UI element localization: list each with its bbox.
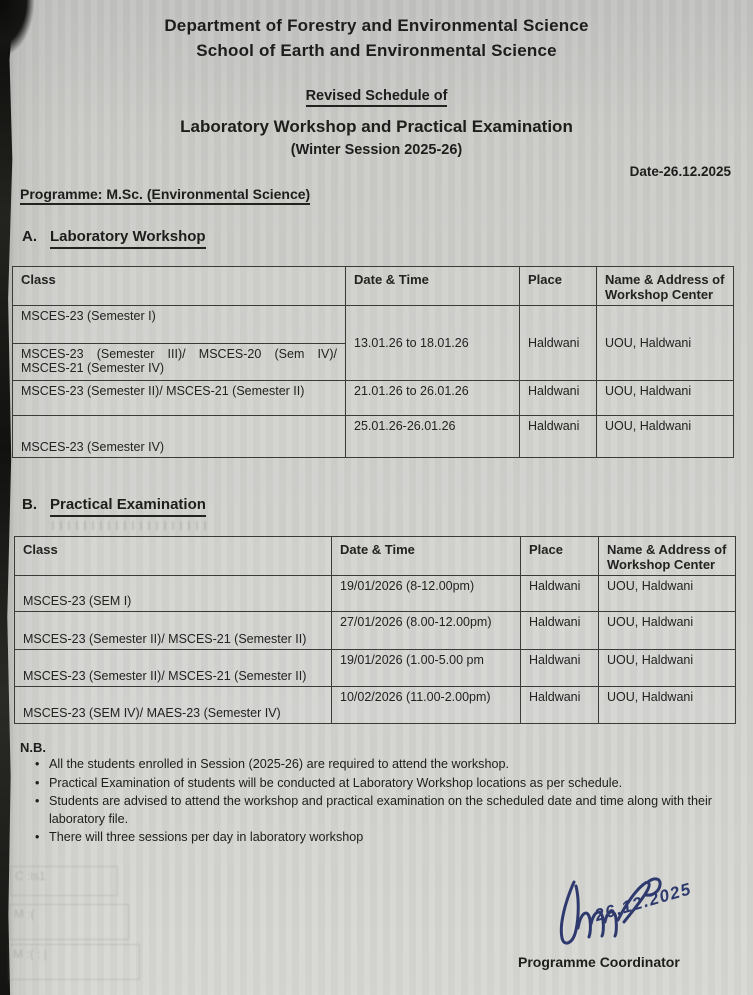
center-cell: UOU, Haldwani	[597, 416, 734, 458]
class-cell: MSCES-23 (Semester II)/ MSCES-21 (Semester II)	[15, 612, 332, 650]
document-title: Laboratory Workshop and Practical Examination	[180, 117, 573, 136]
date-cell: 19/01/2026 (8-12.00pm)	[332, 576, 521, 612]
note-item	[20, 793, 720, 828]
note-text: Students are advised to attend the workshop and practical examination on the scheduled date and time along with their laboratory file.	[49, 794, 712, 826]
section-b-label: B.	[22, 496, 37, 513]
note-item	[20, 756, 720, 774]
class-cell: MSCES-23 (SEM I)	[15, 576, 332, 612]
class-cell: MSCES-23 (SEM IV)/ MAES-23 (Semester IV)	[15, 687, 332, 724]
class-cell: MSCES-23 (Semester I)	[13, 306, 346, 344]
date-cell: 13.01.26 to 18.01.26	[346, 306, 520, 381]
class-cell: MSCES-23 (Semester IV)	[13, 416, 346, 458]
date-cell: 21.01.26 to 26.01.26	[346, 381, 520, 416]
class-cell: MSCES-23 (Semester II)/ MSCES-21 (Semester II)	[15, 650, 332, 687]
notes-section	[20, 740, 735, 847]
place-cell: Haldwani	[521, 612, 599, 650]
school-title: School of Earth and Environmental Science	[196, 41, 557, 60]
note-item	[20, 829, 720, 847]
col-header-class: Class	[15, 537, 332, 576]
center-cell: UOU, Haldwani	[599, 576, 736, 612]
date-cell: 19/01/2026 (1.00-5.00 pm	[332, 650, 521, 687]
col-header-place: Place	[521, 537, 599, 576]
bleed-through-artifact: C :is1	[10, 866, 118, 896]
document-date: Date-26.12.2025	[629, 164, 731, 179]
session-subtitle: (Winter Session 2025-26)	[290, 142, 463, 158]
table-row	[15, 650, 736, 687]
date-cell: 10/02/2026 (11.00-2.00pm)	[332, 687, 521, 724]
table-row	[15, 687, 736, 724]
bullet-marker: •	[35, 757, 40, 771]
table-row	[13, 416, 734, 458]
bleed-through-artifact: M :( : |	[8, 944, 140, 980]
signature	[552, 876, 722, 956]
note-item	[20, 775, 720, 793]
section-b-heading	[22, 496, 206, 513]
table-header-row	[15, 537, 736, 576]
section-a-heading	[22, 228, 206, 245]
bullet-marker: •	[35, 775, 40, 790]
laboratory-workshop-table	[12, 266, 734, 458]
col-header-class: Class	[13, 267, 346, 306]
section-b-title: Practical Examination	[50, 496, 206, 517]
col-header-center: Name & Address of Workshop Center	[597, 267, 734, 306]
class-cell: MSCES-23 (Semester III)/ MSCES-20 (Sem IV)/ MSCES-21 (Semester IV)	[13, 344, 346, 381]
place-cell: Haldwani	[520, 381, 597, 416]
department-title: Department of Forestry and Environmental Science	[164, 16, 589, 35]
col-header-date-time: Date & Time	[332, 537, 521, 576]
bleed-through-artifact: M :(	[9, 904, 129, 940]
place-cell: Haldwani	[520, 416, 597, 458]
programme-line: Programme: M.Sc. (Environmental Science)	[20, 186, 310, 202]
bullet-marker: •	[35, 794, 40, 808]
col-header-date-time: Date & Time	[346, 267, 520, 306]
table-row	[13, 381, 734, 416]
signatory-title: Programme Coordinator	[518, 954, 680, 970]
center-cell: UOU, Haldwani	[599, 650, 736, 687]
table-header-row	[13, 267, 734, 306]
place-cell: Haldwani	[521, 650, 599, 687]
revised-schedule-label: Revised Schedule of	[0, 88, 753, 104]
table-row	[13, 306, 734, 344]
section-a-label: A.	[22, 228, 37, 245]
note-text: All the students enrolled in Session (2025-26) are required to attend the workshop.	[49, 757, 509, 771]
center-cell: UOU, Haldwani	[597, 381, 734, 416]
date-cell: 25.01.26-26.01.26	[346, 416, 520, 458]
signature-date: 26.12.2025	[592, 879, 694, 926]
notes-label: N.B.	[20, 740, 46, 755]
bleed-through-artifact	[52, 521, 212, 530]
section-a-title: Laboratory Workshop	[50, 228, 206, 249]
table-row	[15, 612, 736, 650]
place-cell: Haldwani	[521, 687, 599, 724]
class-cell: MSCES-23 (Semester II)/ MSCES-21 (Semester II)	[13, 381, 346, 416]
col-header-center: Name & Address of Workshop Center	[599, 537, 736, 576]
col-header-place: Place	[520, 267, 597, 306]
center-cell: UOU, Haldwani	[599, 687, 736, 724]
center-cell: UOU, Haldwani	[597, 306, 734, 381]
center-cell: UOU, Haldwani	[599, 612, 736, 650]
note-text: There will three sessions per day in laboratory workshop	[49, 830, 364, 844]
practical-examination-table	[14, 536, 736, 724]
place-cell: Haldwani	[521, 576, 599, 612]
place-cell: Haldwani	[520, 306, 597, 381]
date-cell: 27/01/2026 (8.00-12.00pm)	[332, 612, 521, 650]
bullet-marker: •	[35, 830, 40, 844]
note-text: Practical Examination of students will be conducted at Laboratory Workshop locations as per schedule.	[49, 775, 623, 790]
table-row	[15, 576, 736, 612]
